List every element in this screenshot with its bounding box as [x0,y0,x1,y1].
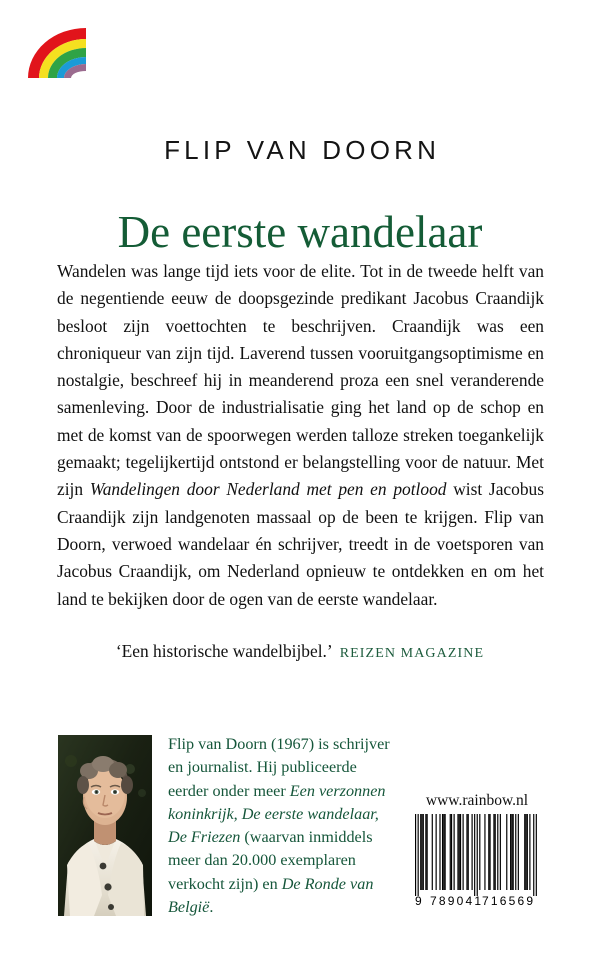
author-bio: Flip van Doorn (1967) is schrijver en journalist. Hij publiceerde eerder onder meer Een verzonnen koninkrijk, De eerste wandelaar, De Friezen (waarvan inmiddels meer dan 20.000 exemplaren verkocht zijn) en De Ronde van België. [168,735,390,917]
italic-title: Een verzonnen koninkrijk, De eerste wandelaar, De Friezen [168,781,386,847]
author-name: FLIP VAN DOORN [164,135,441,165]
barcode-image [412,812,542,908]
barcode-digits-group1: 789041 [430,894,484,908]
barcode-digit-left: 9 [415,894,422,908]
isbn-barcode [412,812,542,908]
press-quote [0,641,600,662]
barcode-digits-group2: 716569 [482,894,536,908]
rainbow-arc-icon [28,28,86,78]
italic-title: De Ronde van België [168,874,374,917]
author-portrait-photo [58,735,152,916]
book-title: De eerste wandelaar [117,207,483,258]
publisher-website-url: www.rainbow.nl [425,792,529,809]
back-cover-blurb: Wandelen was lange tijd iets voor de elite. Tot in de tweede helft van de negentiende eeuw de doopsgezinde predikant Jacobus Craandijk besloot zijn voettochten te beschrijven. Craandijk was een chroniqueur van zijn tijd. Laverend tussen vooruitgangsoptimisme en nostalgie, beschreef hij in meanderend proza een snel veranderende samenleving. Door de industrialisatie ging het land op de schop en met de komst van de spoorwegen werden talloze streken toegankelijk gemaakt; tegelijkertijd ontstond er belangstelling voor de natuur. Met zijn Wandelingen door Nederland met pen en potlood wist Jacobus Craandijk zijn landgenoten massaal op de been te krijgen. Flip van Doorn, verwoed wandelaar én schrijver, treedt in de voetsporen van Jacobus Craandijk, om Nederland opnieuw te ontdekken en om het land te bekijken door de ogen van de eerste wandelaar. [57,261,544,609]
author-portrait-image [58,735,152,916]
italic-title: Wandelingen door Nederland met pen en potlood [89,479,447,500]
publisher-rainbow-logo [28,28,86,78]
press-quote-text: ‘Een historische wandelbijbel.’ [115,641,333,661]
press-quote-source: REIZEN MAGAZINE [339,646,485,661]
